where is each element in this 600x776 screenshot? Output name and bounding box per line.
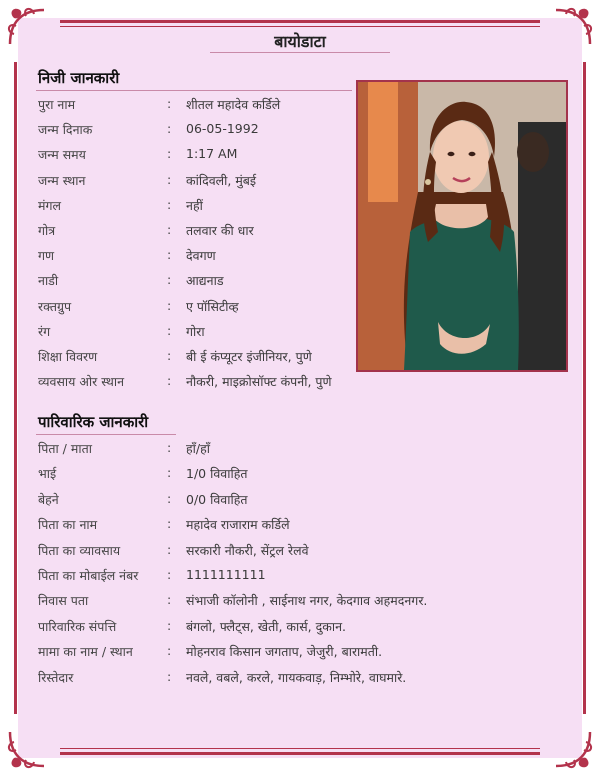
detail-colon: : (167, 121, 172, 137)
detail-value: गोरा (186, 323, 205, 339)
detail-label: पुरा नाम (38, 97, 76, 112)
detail-value: नहीं (186, 197, 203, 213)
detail-value: महादेव राजाराम कर्डिले (186, 517, 290, 533)
detail-label: निवास पता (38, 593, 89, 609)
detail-colon: : (167, 146, 172, 162)
detail-label: गोत्र (38, 223, 56, 238)
detail-value: 0/0 विवाहित (186, 491, 248, 507)
detail-label: पिता का मोबाईल नंबर (38, 568, 139, 583)
detail-row (38, 491, 568, 515)
detail-colon: : (167, 541, 172, 557)
detail-value: मोहनराव किसान जगताप, जेजुरी, बारामती. (186, 644, 383, 660)
detail-value: 1111111111 (186, 567, 266, 582)
detail-colon: : (167, 490, 172, 506)
detail-value: संभाजी कॉलोनी , साईनाथ नगर, केदगाव अहमदनगर. (186, 593, 428, 609)
detail-label: भाई (38, 466, 57, 482)
detail-label: नाडी (38, 273, 59, 289)
detail-colon: : (167, 373, 172, 389)
frame-bottom-line-inner (60, 748, 540, 749)
detail-value: 1:17 AM (186, 146, 238, 162)
frame-top-line-inner (60, 26, 540, 27)
detail-label: पिता / माता (38, 441, 92, 456)
frame-right-line (583, 62, 586, 714)
detail-colon: : (167, 592, 172, 608)
personal-section-divider (36, 90, 352, 91)
detail-colon: : (167, 196, 172, 212)
detail-label: शिक्षा विवरण (38, 349, 98, 364)
detail-value: बी ई कंप्यूटर इंजीनियर, पुणे (186, 349, 312, 364)
detail-value: देवगण (186, 248, 216, 264)
detail-colon: : (167, 516, 172, 532)
detail-colon: : (167, 440, 172, 455)
detail-colon: : (167, 222, 172, 237)
detail-label: मंगल (38, 197, 61, 213)
detail-value: हाँ/हाँ (186, 441, 210, 456)
detail-value: आद्यनाड (186, 273, 224, 289)
detail-label: रक्तग्रुप (38, 298, 72, 314)
detail-value: बंगलो, फ्लैट्स, खेती, कार्स, दुकान. (186, 618, 347, 634)
detail-label: पारिवारिक संपत्ति (38, 618, 117, 634)
detail-label: जन्म समय (38, 147, 86, 163)
detail-row (38, 592, 568, 616)
detail-label: व्यवसाय ओर स्थान (38, 374, 125, 390)
detail-colon: : (167, 567, 172, 582)
detail-colon: : (167, 617, 172, 633)
detail-colon: : (167, 668, 172, 684)
detail-label: मामा का नाम / स्थान (38, 644, 133, 660)
detail-row (38, 542, 568, 566)
detail-row (38, 516, 568, 540)
detail-row (38, 643, 568, 667)
detail-row (38, 567, 568, 591)
detail-value: 06-05-1992 (186, 121, 259, 137)
personal-section-heading: निजी जानकारी (38, 69, 120, 87)
profile-photo-image (358, 82, 566, 370)
detail-colon: : (167, 643, 172, 659)
detail-label: जन्म स्थान (38, 172, 86, 188)
title-divider (210, 52, 390, 53)
detail-colon: : (167, 272, 172, 288)
detail-colon: : (167, 348, 172, 363)
corner-ornament-bottom-left-icon (4, 726, 50, 772)
corner-ornament-bottom-right-icon (550, 726, 596, 772)
frame-bottom-line (60, 752, 540, 755)
detail-row (38, 465, 568, 489)
detail-value: नौकरी, माइक्रोसॉफ्ट कंपनी, पुणे (186, 374, 332, 390)
profile-photo (356, 80, 568, 372)
detail-colon: : (167, 297, 172, 313)
detail-row (38, 373, 568, 397)
detail-label: पिता का नाम (38, 517, 98, 533)
detail-value: ए पॉसिटीव्ह (186, 298, 239, 314)
detail-row (38, 618, 568, 642)
detail-label: रंग (38, 323, 51, 339)
detail-value: सरकारी नौकरी, सेंट्रल रेलवे (186, 542, 309, 558)
detail-label: जन्म दिनाक (38, 122, 93, 138)
detail-colon: : (167, 465, 172, 481)
detail-value: तलवार की धार (186, 223, 254, 238)
detail-label: बेहने (38, 491, 59, 507)
document-title: बायोडाटा (274, 32, 326, 51)
frame-left-line (14, 62, 17, 714)
detail-label: पिता का व्यावसाय (38, 542, 121, 558)
detail-value: 1/0 विवाहित (186, 466, 248, 482)
detail-value: नवले, वबले, करले, गायकवाड़, निम्भोरे, वाघमारे. (186, 669, 407, 685)
detail-colon: : (167, 171, 172, 187)
detail-row (38, 440, 568, 464)
detail-value: कांदिवली, मुंबई (186, 172, 257, 188)
detail-label: गण (38, 248, 55, 264)
detail-colon: : (167, 322, 172, 338)
detail-row (38, 669, 568, 693)
detail-colon: : (167, 96, 172, 111)
frame-top-line (60, 20, 540, 23)
detail-label: रिस्तेदार (38, 669, 74, 685)
family-section-heading: पारिवारिक जानकारी (38, 413, 149, 431)
family-section-divider (36, 434, 176, 435)
detail-colon: : (167, 247, 172, 263)
detail-value: शीतल महादेव कर्डिले (186, 97, 281, 112)
